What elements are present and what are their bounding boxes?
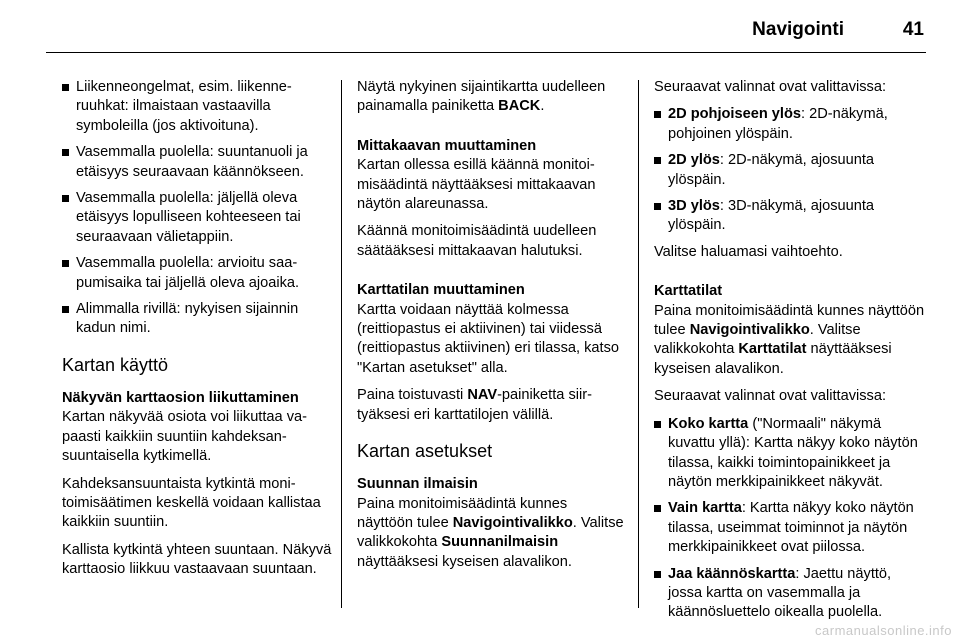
list-item: Jaa käännöskartta: Jaettu näyttö, jossa kartta on vasemmalla ja käännösluettelo oikealla puolella. (654, 565, 926, 623)
bullet-icon (654, 111, 661, 118)
paragraph: Kahdeksansuuntaista kytkintä monitoimisäätimen keskellä voidaan kallistaa kaikkiin suuntiin. (62, 475, 321, 531)
paragraph: Kallista kytkintä yhteen suuntaan. Näkyvä karttaosio liikkuu vastaavaan suuntaan. (62, 541, 332, 578)
list-item: Alimmalla rivillä: nykyisen sijainnin kadun nimi. (62, 300, 332, 339)
header-rule (46, 52, 926, 53)
list-item: Vasemmalla puolella: arvioitu saapumisaika tai jäljellä oleva ajoaika. (62, 254, 332, 293)
section-title: Navigointi (752, 19, 844, 40)
paragraph: Seuraavat valinnat ovat valittavissa: (654, 79, 887, 95)
subheading: Karttatilan muuttaminen (357, 282, 525, 299)
bullet-icon (62, 84, 69, 91)
bullet-icon (654, 421, 661, 428)
bullet-icon (654, 571, 661, 578)
heading-kartan-kaytto: Kartan käyttö (62, 354, 169, 375)
paragraph: Paina monitoimisäädintä kunnes näyttöön tulee Navigointivalikko. Valitse valikkokohta Karttatilat näyttääksesi kyseisen alavalikon. (654, 302, 925, 377)
subheading: Karttatilat (654, 283, 723, 300)
map-mode-options-list (654, 415, 926, 623)
bullet-icon (62, 149, 69, 156)
column-divider-1 (341, 80, 342, 608)
heading-kartan-asetukset: Kartan asetukset (357, 441, 493, 462)
paragraph: Näytä nykyinen sijaintikartta uudelleen painamalla painiketta BACK. (357, 79, 606, 115)
paragraph: Paina toistuvasti NAV-painiketta siirtyäksesi eri karttatilojen välillä. (357, 387, 592, 423)
page-header (0, 0, 960, 52)
bullet-icon (654, 505, 661, 512)
bullet-icon (654, 203, 661, 210)
paragraph: Kartan näkyvää osiota voi liikuttaa vapaasti kaikkiin suuntiin kahdeksansuuntaisella kytkimellä. (62, 409, 307, 465)
bullet-icon (62, 260, 69, 267)
subheading: Mittakaavan muuttaminen (357, 137, 537, 154)
bullet-icon (62, 306, 69, 313)
paragraph: Paina monitoimisäädintä kunnes näyttöön tulee Navigointivalikko. Valitse valikkokohta Suunnanilmaisin näyttääksesi kyseisen alavalikon. (357, 495, 624, 570)
paragraph: Kartan ollessa esillä käännä monitoimisäädintä näyttääksesi mittakaavan näytön alareunassa. (357, 157, 596, 213)
subheading: Suunnan ilmaisin (357, 476, 478, 493)
column-2 (357, 78, 627, 580)
list-item: Vasemmalla puolella: jäljellä oleva etäisyys lopulliseen kohteeseen tai seuraavaan välietappiin. (62, 189, 332, 247)
list-item: Vasemmalla puolella: suuntanuoli ja etäisyys seuraavaan käännökseen. (62, 143, 332, 182)
paragraph: Kartta voidaan näyttää kolmessa (reittiopastus ei aktiivinen) tai viidessä (reittiopastus aktiivinen) eri tilassa, katso "Kartan asetukset" alla. (357, 301, 619, 376)
paragraph: Seuraavat valinnat ovat valittavissa: (654, 388, 887, 405)
orientation-options-list (654, 105, 926, 235)
list-item: Koko kartta ("Normaali" näkymä kuvattu yllä): Kartta näkyy koko näytön tilassa, kaikki toimintopainikkeet ja näytön merkkipainikkeet näkyvät. (654, 415, 926, 493)
column-1 (62, 78, 332, 588)
paragraph: Valitse haluamasi vaihtoehto. (654, 243, 843, 260)
paragraph: Käännä monitoimisäädintä uudelleen säätääksesi mittakaavan halutuksi. (357, 223, 597, 259)
list-item: 2D pohjoiseen ylös: 2D-näkymä, pohjoinen ylöspäin. (654, 105, 926, 144)
bullet-icon (62, 195, 69, 202)
list-item: 3D ylös: 3D-näkymä, ajosuunta ylöspäin. (654, 197, 926, 236)
column-divider-2 (638, 80, 639, 608)
bullet-icon (654, 157, 661, 164)
subheading: Näkyvän karttaosion liikuttaminen (62, 389, 299, 406)
list-item: Vain kartta: Kartta näkyy koko näytön tilassa, useimmat toiminnot ja näytön merkkipainikkeet ovat piilossa. (654, 499, 926, 557)
list-item: 2D ylös: 2D-näkymä, ajosuunta ylöspäin. (654, 151, 926, 190)
column-3 (654, 78, 926, 630)
watermark: carmanualsonline.info (815, 623, 952, 638)
display-info-list (62, 78, 332, 339)
list-item: Liikenneongelmat, esim. liikenneruuhkat: ilmaistaan vastaavilla symboleilla (jos aktivoituna). (62, 78, 332, 136)
page-number: 41 (902, 19, 924, 40)
